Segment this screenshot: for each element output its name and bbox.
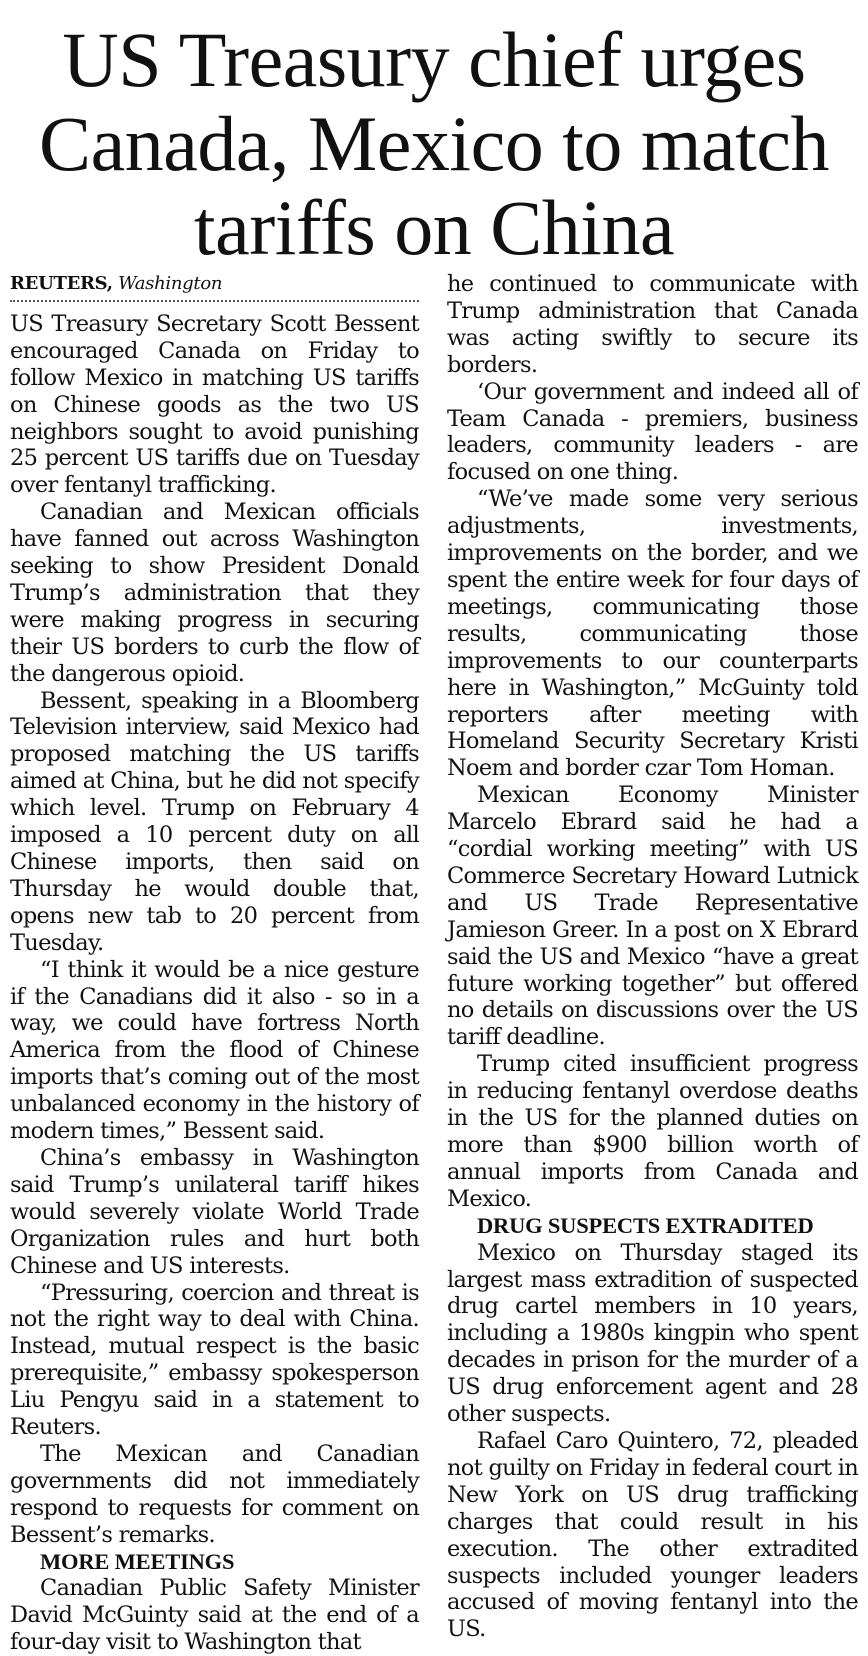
paragraph: “Pressuring, coercion and threat is not the right way to deal with China. Instead, mutual respect is the basic prerequisite,” embassy spokesperson Liu Pengyu said in a statement to Reuters. bbox=[10, 1279, 419, 1441]
paragraph: The Mexican and Canadian governments did not immediately respond to requests for comment on Bessent’s remarks. bbox=[10, 1440, 419, 1548]
paragraph: Mexican Economy Minister Marcelo Ebrard said he had a “cordial working meeting” with US Commerce Secretary Howard Lutnick and US Trade Representative Jamieson Greer. In a post on X Ebrard said the US and Mexico “have a great future working together” but offered no details on discussions over the US tariff deadline. bbox=[447, 782, 858, 1051]
byline-agency: REUTERS, bbox=[10, 273, 113, 294]
article-headline: US Treasury chief urges Canada, Mexico to match tariffs on China bbox=[39, 16, 829, 271]
paragraph: “We’ve made some very serious adjustments, investments, improvements on the border, and we spent the entire week for four days of meetings, communicating those results, communicating those improvements to our counterparts here in Washington,” McGuinty told reporters after meeting with Homeland Security Secretary Kristi Noem and border czar Tom Homan. bbox=[447, 486, 858, 782]
subheading-drug-suspects-extradited: DRUG SUSPECTS EXTRADITED bbox=[477, 1212, 814, 1238]
byline bbox=[10, 271, 419, 298]
byline-divider bbox=[10, 300, 419, 302]
paragraph: Canadian Public Safety Minister David McGuinty said at the end of a four-day visit to Washington that bbox=[10, 1575, 419, 1656]
byline-location: Washington bbox=[118, 273, 223, 294]
paragraph: Rafael Caro Quintero, 72, pleaded not guilty on Friday in federal court in New York on US drug trafficking charges that could result in his execution. The other extradited suspects included younger leaders accused of moving fentanyl into the US. bbox=[447, 1427, 858, 1643]
paragraph: US Treasury Secretary Scott Bessent encouraged Canada on Friday to follow Mexico in matching US tariffs on Chinese goods as the two US neighbors sought to avoid punishing 25 percent US tariffs due on Tuesday over fentanyl trafficking. bbox=[10, 310, 419, 499]
paragraph: “I think it would be a nice gesture if the Canadians did it also - so in a way, we could have fortress North America from the flood of Chinese imports that’s coming out of the most unbalanced economy in the history of modern times,” Bessent said. bbox=[10, 956, 419, 1145]
paragraph-continuation: he continued to communicate with Trump administration that Canada was acting swiftly to secure its borders. bbox=[447, 271, 858, 378]
paragraph: ‘Our government and indeed all of Team Canada - premiers, business leaders, community leaders - are focused on one thing. bbox=[447, 378, 858, 486]
paragraph: China’s embassy in Washington said Trump’s unilateral tariff hikes would severely violate World Trade Organization rules and hurt both Chinese and US interests. bbox=[10, 1144, 419, 1279]
right-column bbox=[447, 271, 858, 1643]
paragraph: Mexico on Thursday staged its largest mass extradition of suspected drug cartel members in 10 years, including a 1980s kingpin who spent decades in prison for the murder of a US drug enforcement agent and 28 other suspects. bbox=[447, 1239, 858, 1428]
subheading-more-meetings: MORE MEETINGS bbox=[40, 1548, 235, 1574]
left-column bbox=[10, 271, 419, 1656]
paragraph: Canadian and Mexican officials have fanned out across Washington seeking to show President Donald Trump’s administration that they were making progress in securing their US borders to curb the flow of the dangerous opioid. bbox=[10, 499, 419, 687]
paragraph: Bessent, speaking in a Bloomberg Television interview, said Mexico had proposed matching the US tariffs aimed at China, but he did not specify which level. Trump on February 4 imposed a 10 percent duty on all Chinese imports, then said on Thursday he would double that, opens new tab to 20 percent from Tuesday. bbox=[10, 687, 419, 956]
paragraph: Trump cited insufficient progress in reducing fentanyl overdose deaths in the US for the planned duties on more than $900 billion worth of annual imports from Canada and Mexico. bbox=[447, 1051, 858, 1212]
